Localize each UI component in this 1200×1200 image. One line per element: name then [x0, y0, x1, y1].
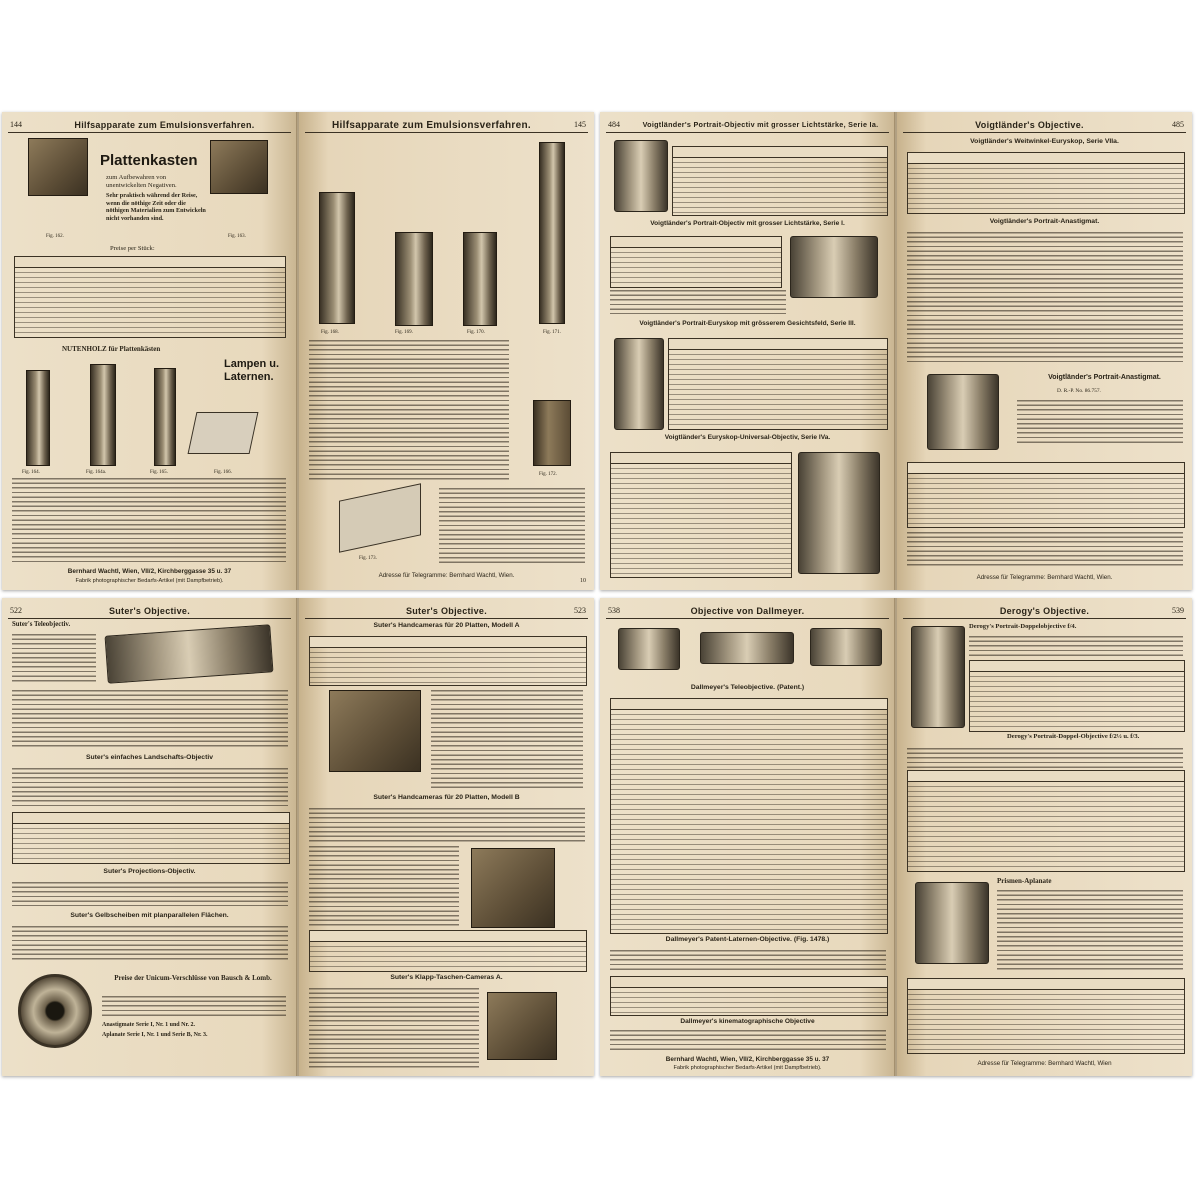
section-title: Voigtländer's Portrait-Objectiv mit grosser Lichtstärke, Serie I. [650, 220, 845, 227]
section-title: Suter's Teleobjectiv. [12, 621, 71, 628]
fig-label: Fig. 164a. [86, 470, 107, 475]
fig-label: Fig. 169. [395, 330, 413, 335]
fig-label: Fig. 162. [46, 234, 64, 239]
footer-address: Bernhard Wachtl, Wien, VII/2, Kirchberggasse 35 u. 37 [665, 1056, 830, 1063]
lens-price-table [907, 462, 1185, 528]
teleobjective-illustration [618, 628, 680, 670]
lens-price-table [907, 978, 1185, 1054]
lamp-shade-illustration [188, 412, 259, 454]
camera-price-table [309, 930, 587, 972]
body-text-block [969, 636, 1183, 658]
fig-label: Fig. 173. [359, 556, 377, 561]
handcamera-a-illustration [329, 690, 421, 772]
section-title: Voigtländer's Portrait-Anastigmat. [989, 218, 1100, 225]
section-title: Derogy's Portrait-Doppel-Objective f/2½ u. f/3. [1007, 733, 1140, 740]
body-text-block [1017, 400, 1183, 444]
section-title: Voigtländer's Euryskop-Universal-Objectiv, Serie IVa. [664, 434, 831, 441]
page-144 [2, 112, 297, 590]
fig-label: Fig. 165. [150, 470, 168, 475]
lens-price-table [668, 338, 888, 430]
header-rule [305, 618, 588, 619]
footer-subtitle: Fabrik photographischer Bedarfs-Artikel (mit Dampfbetrieb). [673, 1065, 822, 1071]
section-title: Suter's Gelbscheiben mit planparallelen Flächen. [70, 912, 229, 919]
telegram-address: Adresse für Telegramme: Bernhard Wachtl, Wien. [378, 572, 515, 579]
running-header: Hilfsapparate zum Emulsionsverfahren. [332, 120, 531, 131]
fig-label: Fig. 164. [22, 470, 40, 475]
body-text-block [309, 846, 459, 926]
catalog-spread-dallmeyer-derogy [600, 598, 1192, 1076]
page-539 [897, 598, 1192, 1076]
header-rule [903, 132, 1186, 133]
universal-lens-illustration [798, 452, 880, 574]
nutenholz-heading: NUTENHOLZ für Plattenkästen [62, 345, 161, 353]
catalog-spread-voigtlaender [600, 112, 1192, 590]
lamp-columbus-illustration [395, 232, 433, 326]
lens-price-table [969, 660, 1185, 732]
page-number: 485 [1172, 120, 1184, 129]
section-title: Suter's Handcameras für 20 Platten, Modell B [373, 794, 520, 801]
teleobjective-illustration [700, 632, 794, 664]
lens-price-table [907, 152, 1185, 214]
header-rule [606, 618, 889, 619]
camera-price-table [309, 636, 587, 686]
running-header: Derogy's Objective. [999, 606, 1090, 616]
tin-box-illustration [533, 400, 571, 466]
price-lines [102, 996, 286, 1016]
running-header: Voigtländer's Objective. [975, 120, 1084, 130]
unicum-heading: Preise der Unicum-Verschlüsse von Bausch & Lomb. [114, 974, 272, 982]
running-header: Objective von Dallmeyer. [690, 606, 805, 616]
lamp-illustration [539, 142, 565, 324]
body-text-block [12, 634, 96, 684]
footer-address: Bernhard Wachtl, Wien, VII/2, Kirchberggasse 35 u. 37 [67, 568, 232, 575]
body-text-block [12, 882, 288, 906]
catalog-spread-suter [2, 598, 594, 1076]
prism-aplanat-illustration [915, 882, 989, 964]
plate-holder-illustration [339, 483, 421, 552]
page-number: 484 [608, 120, 620, 129]
body-text-block [12, 690, 288, 748]
anastigmat-lens-illustration [927, 374, 999, 450]
teleobjective-illustration [810, 628, 882, 666]
portrait-euryskop-illustration [614, 338, 664, 430]
fig-label: Fig. 163. [228, 234, 246, 239]
section-title: Derogy's Portrait-Doppelobjective f/4. [969, 623, 1077, 630]
running-header: Voigtländer's Portrait-Objectiv mit grosser Lichtstärke, Serie Ia. [642, 120, 879, 129]
header-rule [606, 132, 889, 133]
derogy-lens-illustration [911, 626, 965, 728]
lens-price-table [672, 146, 888, 216]
lens-price-table [12, 812, 290, 864]
page-number: 523 [574, 606, 586, 615]
body-text-block [309, 340, 509, 480]
body-text-block [610, 950, 886, 972]
page-523 [299, 598, 594, 1076]
unicum-shutter-illustration [18, 974, 92, 1048]
body-text-block [907, 748, 1183, 768]
body-text-block [309, 808, 585, 842]
plattenkasten-title: Plattenkasten [100, 152, 198, 169]
lens-price-table [610, 236, 782, 288]
plate-box-open-illustration [210, 140, 268, 194]
page-538 [600, 598, 895, 1076]
corner-number: 10 [580, 578, 586, 584]
body-text-block [997, 890, 1183, 970]
fig-label: Fig. 166. [214, 470, 232, 475]
lens-price-table [610, 698, 888, 934]
section-title: Voigtländer's Portrait-Anastigmat. [1048, 374, 1161, 381]
header-rule [8, 618, 291, 619]
page-485 [897, 112, 1192, 590]
body-text-block [12, 768, 288, 808]
page-484 [600, 112, 895, 590]
page-522 [2, 598, 297, 1076]
section-title: Voigtländer's Weitwinkel-Euryskop, Serie VIIa. [970, 138, 1119, 145]
lens-price-table [610, 976, 888, 1016]
page-number: 538 [608, 606, 620, 615]
fig-label: Fig. 168. [321, 330, 339, 335]
lens-price-table [610, 452, 792, 578]
body-text-block [907, 232, 1183, 362]
page-number: 144 [10, 120, 22, 129]
lens-price-table [907, 770, 1185, 872]
telegram-address: Adresse für Telegramme: Bernhard Wachtl, Wien. [976, 574, 1113, 581]
plate-box-illustration [28, 138, 88, 196]
darkroom-lamp-illustration [26, 370, 50, 466]
body-text-block [12, 926, 288, 960]
section-title: Suter's einfaches Landschafts-Objectiv [85, 754, 214, 761]
page-number: 539 [1172, 606, 1184, 615]
darkroom-lamp-illustration [154, 368, 176, 466]
patent-number: D. R.-P. No. 86.757. [1057, 388, 1101, 394]
section-title: Suter's Klapp-Taschen-Cameras A. [390, 974, 503, 981]
fig-label: Fig. 171. [543, 330, 561, 335]
portrait-lens-illustration [614, 140, 668, 212]
price-heading: Preise per Stück: [110, 245, 155, 252]
lampen-title: Lampen u. Laternen. [224, 358, 280, 383]
price-table [14, 256, 286, 338]
fig-label: Fig. 170. [467, 330, 485, 335]
telegram-address: Adresse für Telegramme: Bernhard Wachtl, Wien [977, 1060, 1112, 1067]
section-title: Dallmeyer's kinematographische Objective [680, 1018, 815, 1025]
plattenkasten-note: Sehr praktisch während der Reise, wenn die nöthige Zeit oder die nöthigen Materialien zum Entwickeln nicht vorhanden sind. [106, 192, 206, 222]
header-rule [8, 132, 291, 133]
plattenkasten-intro: zum Aufbewahren von unentwickelten Negativen. [106, 174, 177, 189]
page-145 [299, 112, 594, 590]
lamp-illustration [463, 232, 497, 326]
fig-label: Fig. 172. [539, 472, 557, 477]
section-title: Voigtländer's Portrait-Euryskop mit grösserem Gesichtsfeld, Serie III. [639, 320, 856, 327]
section-title: Dallmeyer's Patent-Laternen-Objective. (Fig. 1478.) [665, 936, 830, 943]
lantern-illustration [319, 192, 355, 324]
body-text-block [439, 488, 585, 564]
section-title: Suter's Handcameras für 20 Platten, Modell A [373, 622, 520, 629]
section-title: Suter's Projections-Objectiv. [103, 868, 196, 875]
body-text-block [309, 988, 479, 1068]
header-rule [305, 132, 588, 133]
pocket-camera-illustration [487, 992, 557, 1060]
header-rule [903, 618, 1186, 619]
body-text-block [907, 532, 1183, 566]
footer-subtitle: Fabrik photographischer Bedarfs-Artikel (mit Dampfbetrieb). [75, 578, 224, 584]
running-header: Suter's Objective. [405, 606, 488, 616]
euryskop-lens-illustration [790, 236, 878, 298]
catalog-spread-emulsion [2, 112, 594, 590]
anastigmate-line: Anastigmate Serie I, Nr. 1 und Nr. 2. [102, 1022, 196, 1028]
body-text-block [610, 1030, 886, 1052]
page-number: 522 [10, 606, 22, 615]
teleobjective-illustration [105, 624, 274, 683]
aplanate-line: Aplanate Serie I, Nr. 1 und Serie B, Nr. 3. [102, 1032, 208, 1038]
running-header: Suter's Objective. [108, 606, 191, 616]
body-text-block [610, 290, 786, 314]
handcamera-b-illustration [471, 848, 555, 928]
section-title: Dallmeyer's Teleobjective. (Patent.) [690, 684, 805, 691]
darkroom-lamp-illustration [90, 364, 116, 466]
section-title: Prismen-Aplanate [997, 877, 1052, 885]
spec-lines [431, 690, 583, 790]
running-header: Hilfsapparate zum Emulsionsverfahren. [74, 120, 255, 130]
body-text-block [12, 478, 286, 564]
page-number: 145 [574, 120, 586, 129]
